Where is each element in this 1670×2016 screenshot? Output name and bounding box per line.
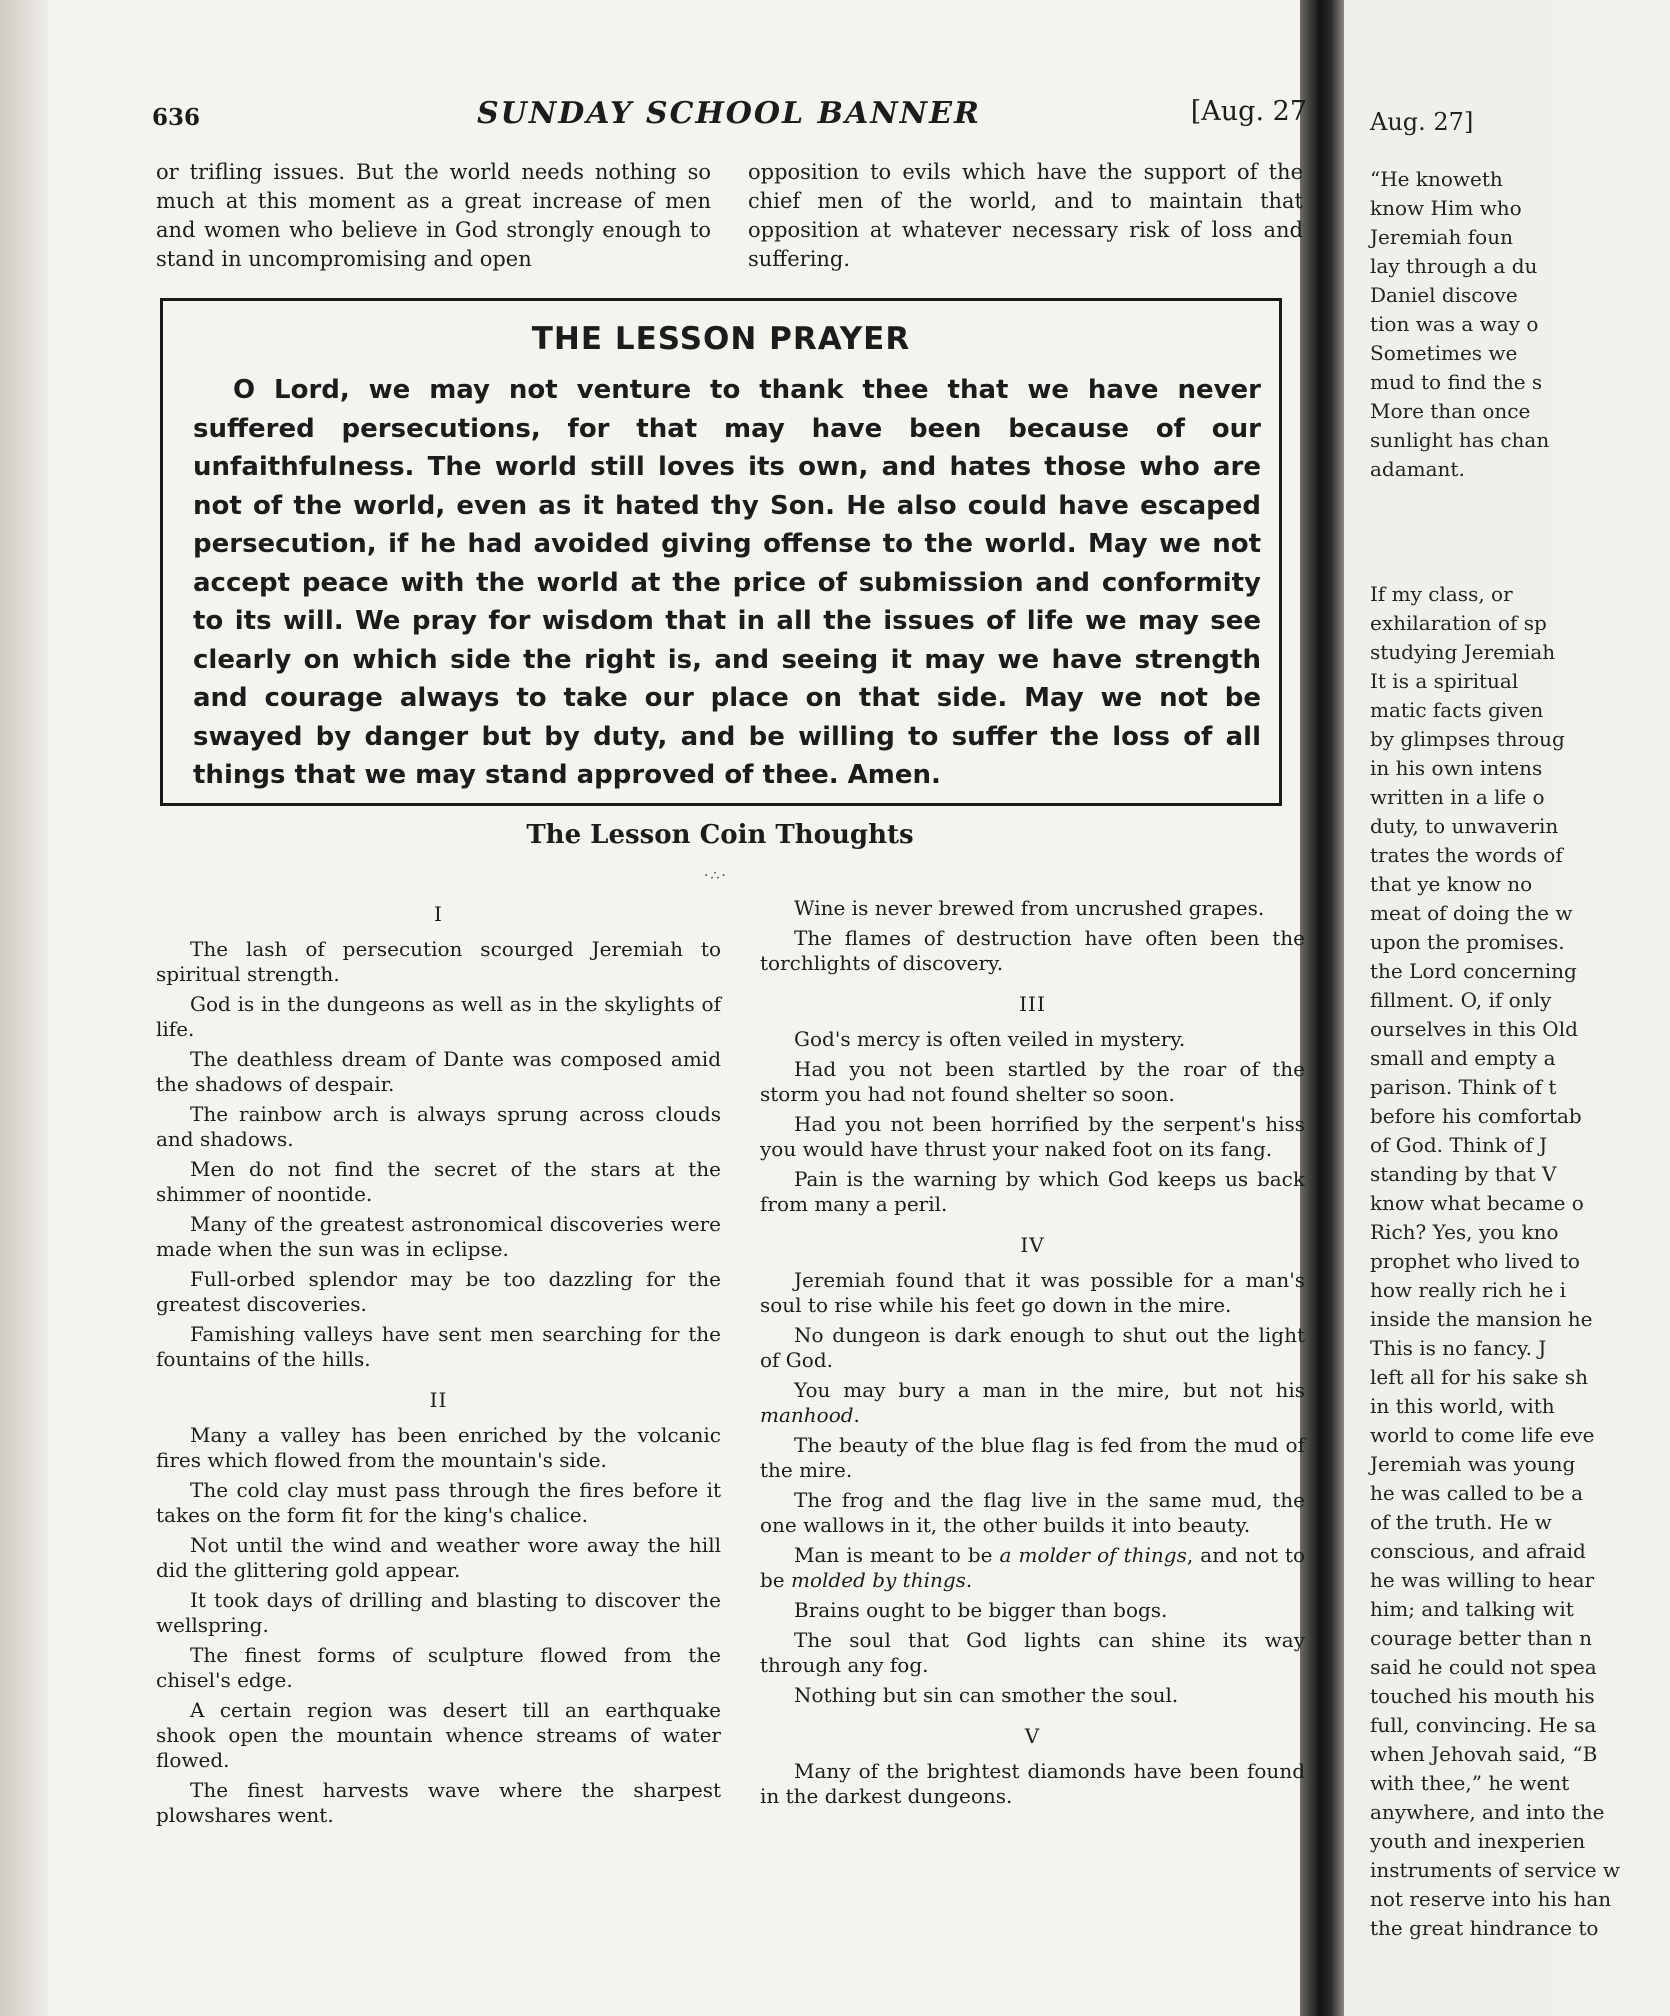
thought-paragraph (760, 1543, 1305, 1593)
thought-paragraph: The soul that God lights can shine its way through any fog. (760, 1628, 1305, 1677)
facing-page-line: Jeremiah foun (1370, 225, 1513, 249)
facing-page-line: know Him who (1370, 196, 1522, 220)
facing-page-line: in this world, with (1370, 1394, 1555, 1418)
book-gutter (1300, 0, 1344, 2016)
thought-paragraph: Had you not been startled by the roar of the storm you had not found shelter so soon. (760, 1057, 1305, 1106)
facing-page-line: sunlight has chan (1370, 428, 1550, 452)
thought-paragraph: Famishing valleys have sent men searching for the fountains of the hills. (156, 1322, 721, 1371)
thought-paragraph: Not until the wind and weather wore away the hill did the glittering gold appear. (156, 1533, 721, 1582)
facing-page-line: left all for his sake sh (1370, 1365, 1589, 1389)
coin-thoughts-left-column (156, 902, 721, 1833)
thought-paragraph: Many a valley has been enriched by the volcanic fires which flowed from the mountain's side. (156, 1423, 721, 1472)
thought-paragraph: Jeremiah found that it was possible for a man's soul to rise while his feet go down in the mire. (760, 1268, 1305, 1317)
facing-page-line: lay through a du (1370, 254, 1538, 278)
facing-page-line: the great hindrance to (1370, 1916, 1599, 1940)
page-number: 636 (152, 104, 201, 131)
thought-paragraph: Men do not find the secret of the stars at the shimmer of noontide. (156, 1157, 721, 1206)
facing-page-line: touched his mouth his (1370, 1684, 1595, 1708)
facing-page-lower-text (1370, 580, 1670, 1943)
facing-page-line: upon the promises. (1370, 930, 1565, 954)
facing-page-line: he was willing to hear (1370, 1568, 1595, 1592)
thought-paragraph: No dungeon is dark enough to shut out the light of God. (760, 1323, 1305, 1372)
thought-paragraph: The finest forms of sculpture flowed from the chisel's edge. (156, 1643, 721, 1692)
facing-page-line: said he could not spea (1370, 1655, 1597, 1679)
facing-page-line: small and empty a (1370, 1046, 1556, 1070)
section-numeral: II (429, 1388, 448, 1412)
facing-page-line: youth and inexperien (1370, 1829, 1586, 1853)
text-run: . (965, 1568, 973, 1592)
thought-paragraph: The finest harvests wave where the sharpest plowshares went. (156, 1778, 721, 1827)
running-header (152, 96, 1307, 136)
facing-page-line: that ye know no (1370, 872, 1533, 896)
facing-page-line: standing by that V (1370, 1162, 1557, 1186)
facing-page-line: anywhere, and into the (1370, 1800, 1605, 1824)
journal-title: SUNDAY SCHOOL BANNER (477, 96, 981, 131)
thought-paragraph: The flames of destruction have often been the torchlights of discovery. (760, 926, 1305, 975)
facing-page-line: fillment. O, if only (1370, 988, 1552, 1012)
lesson-prayer-text (193, 371, 1261, 795)
facing-page-date: Aug. 27] (1370, 108, 1474, 136)
section-numeral: I (434, 902, 443, 926)
facing-page-line: not reserve into his han (1370, 1887, 1612, 1911)
thought-paragraph: Nothing but sin can smother the soul. (794, 1683, 1179, 1707)
facing-page-line: inside the mansion he (1370, 1307, 1593, 1331)
facing-page-line: If my class, or (1370, 582, 1513, 606)
facing-page-line: instruments of service w (1370, 1858, 1621, 1882)
facing-page-line: It is a spiritual (1370, 669, 1519, 693)
facing-page-line: written in a life o (1370, 785, 1545, 809)
thought-paragraph (760, 1378, 1305, 1428)
facing-page-line: mud to find the s (1370, 370, 1543, 394)
facing-page-line: Daniel discove (1370, 283, 1518, 307)
section-numeral: IV (1020, 1233, 1045, 1257)
text-run: You may bury a man in the mire, but not his (794, 1378, 1305, 1402)
facing-page-line: studying Jeremiah (1370, 640, 1556, 664)
facing-page-line: Jeremiah was young (1370, 1452, 1576, 1476)
facing-page-line: prophet who lived to (1370, 1249, 1580, 1273)
header-date: [Aug. 27 (1190, 96, 1307, 127)
thought-paragraph: God's mercy is often veiled in mystery. (794, 1027, 1186, 1051)
thought-paragraph: The lash of persecution scourged Jeremiah to spiritual strength. (156, 937, 721, 986)
thought-paragraph: The frog and the flag live in the same mud, the one wallows in it, the other builds it into beauty. (760, 1488, 1305, 1537)
thought-paragraph: It took days of drilling and blasting to discover the wellspring. (156, 1588, 721, 1637)
facing-page-line: know what became o (1370, 1191, 1584, 1215)
facing-page-line: tion was a way o (1370, 312, 1539, 336)
facing-page-line: with thee,” he went (1370, 1771, 1570, 1795)
thought-paragraph: Many of the brightest diamonds have been found in the darkest dungeons. (760, 1759, 1305, 1808)
emphasis-text: molded by things (791, 1568, 966, 1592)
thought-paragraph: A certain region was desert till an earthquake shook open the mountain whence streams of water flowed. (156, 1698, 721, 1772)
facing-page-line: trates the words of (1370, 843, 1563, 867)
facing-page-line: duty, to unwaverin (1370, 814, 1559, 838)
facing-page-line: when Jehovah said, “B (1370, 1742, 1598, 1766)
facing-page-line: matic facts given (1370, 698, 1544, 722)
facing-page-line: Sometimes we (1370, 341, 1518, 365)
facing-page-line: Rich? Yes, you kno (1370, 1220, 1559, 1244)
facing-page-line: by glimpses throug (1370, 727, 1565, 751)
coin-thoughts-title: The Lesson Coin Thoughts (526, 820, 914, 850)
facing-page-line: of God. Think of J (1370, 1133, 1548, 1157)
facing-page-upper-text (1370, 165, 1670, 484)
intro-right-column: opposition to evils which have the support of the chief men of the world, and to maintain that opposition at whatever necessary risk of loss and suffering. (748, 160, 1303, 271)
facing-page-line: him; and talking wit (1370, 1597, 1574, 1621)
facing-page-line: ourselves in this Old (1370, 1017, 1578, 1041)
facing-page-line: how really rich he i (1370, 1278, 1567, 1302)
facing-page-line: full, convincing. He sa (1370, 1713, 1597, 1737)
section-numeral: III (1019, 992, 1046, 1016)
emphasis-text: a molder of things (999, 1543, 1187, 1567)
text-run: . (853, 1403, 860, 1427)
facing-page-line: meat of doing the w (1370, 901, 1573, 925)
facing-page-line: “He knoweth (1370, 167, 1503, 191)
decorative-ornament: ·∴· (704, 868, 728, 884)
lesson-prayer-title: THE LESSON PRAYER (531, 321, 911, 357)
section-numeral: V (1024, 1724, 1041, 1748)
scan-edge (0, 0, 48, 2016)
thought-paragraph: Wine is never brewed from uncrushed grapes. (794, 896, 1265, 920)
facing-page-line: he was called to be a (1370, 1481, 1584, 1505)
facing-page-line: world to come life eve (1370, 1423, 1595, 1447)
thought-paragraph: Brains ought to be bigger than bogs. (794, 1598, 1168, 1622)
facing-page-line: courage better than n (1370, 1626, 1593, 1650)
thought-paragraph: Full-orbed splendor may be too dazzling for the greatest discoveries. (156, 1267, 721, 1316)
thought-paragraph: The deathless dream of Dante was composed amid the shadows of despair. (156, 1047, 721, 1096)
facing-page-line: conscious, and afraid (1370, 1539, 1586, 1563)
lesson-prayer-box (160, 298, 1282, 806)
facing-page-line: in his own intens (1370, 756, 1543, 780)
emphasis-text: manhood (760, 1403, 854, 1427)
thought-paragraph: Many of the greatest astronomical discoveries were made when the sun was in eclipse. (156, 1212, 721, 1261)
facing-page-line: adamant. (1370, 457, 1465, 481)
thought-paragraph: The beauty of the blue flag is fed from the mud of the mire. (760, 1433, 1305, 1482)
facing-page-line: This is no fancy. J (1370, 1336, 1547, 1360)
text-run: , and not to be (760, 1543, 1305, 1592)
coin-thoughts-right-column (760, 896, 1305, 1814)
facing-page-line: the Lord concerning (1370, 959, 1577, 983)
thought-paragraph: The rainbow arch is always sprung across clouds and shadows. (156, 1102, 721, 1151)
facing-page-line: before his comfortab (1370, 1104, 1582, 1128)
thought-paragraph: God is in the dungeons as well as in the skylights of life. (156, 992, 721, 1041)
lesson-prayer-paragraph: O Lord, we may not venture to thank thee that we have never suffered persecutions, for that may have been because of our unfaithfulness. The world still loves its own, and hates those who are not of the world, even as it hated thy Son. He also could have escaped persecution, if he had avoided giving offense to the world. May we not accept peace with the world at the price of submission and conformity to its will. We pray for wisdom that in all the issues of life we may see clearly on which side the right is, and seeing it may we have strength and courage always to take our place on that side. May we not be swayed by danger but by duty, and be willing to suffer the loss of all things that we may stand approved of thee. Amen. (193, 375, 1261, 790)
facing-page-line: More than once (1370, 399, 1531, 423)
intro-left-column: or trifling issues. But the world needs nothing so much at this moment as a great increase of men and women who believe in God strongly enough to stand in uncompromising and open (156, 160, 711, 271)
facing-page-line: of the truth. He w (1370, 1510, 1552, 1534)
facing-page-line: exhilaration of sp (1370, 611, 1547, 635)
text-run: Man is meant to be (794, 1543, 1000, 1567)
facing-page-line: parison. Think of t (1370, 1075, 1557, 1099)
thought-paragraph: Had you not been horrified by the serpent's hiss you would have thrust your naked foot on its fang. (760, 1112, 1305, 1161)
thought-paragraph: Pain is the warning by which God keeps us back from many a peril. (760, 1167, 1305, 1216)
thought-paragraph: The cold clay must pass through the fires before it takes on the form fit for the king's chalice. (156, 1478, 721, 1527)
